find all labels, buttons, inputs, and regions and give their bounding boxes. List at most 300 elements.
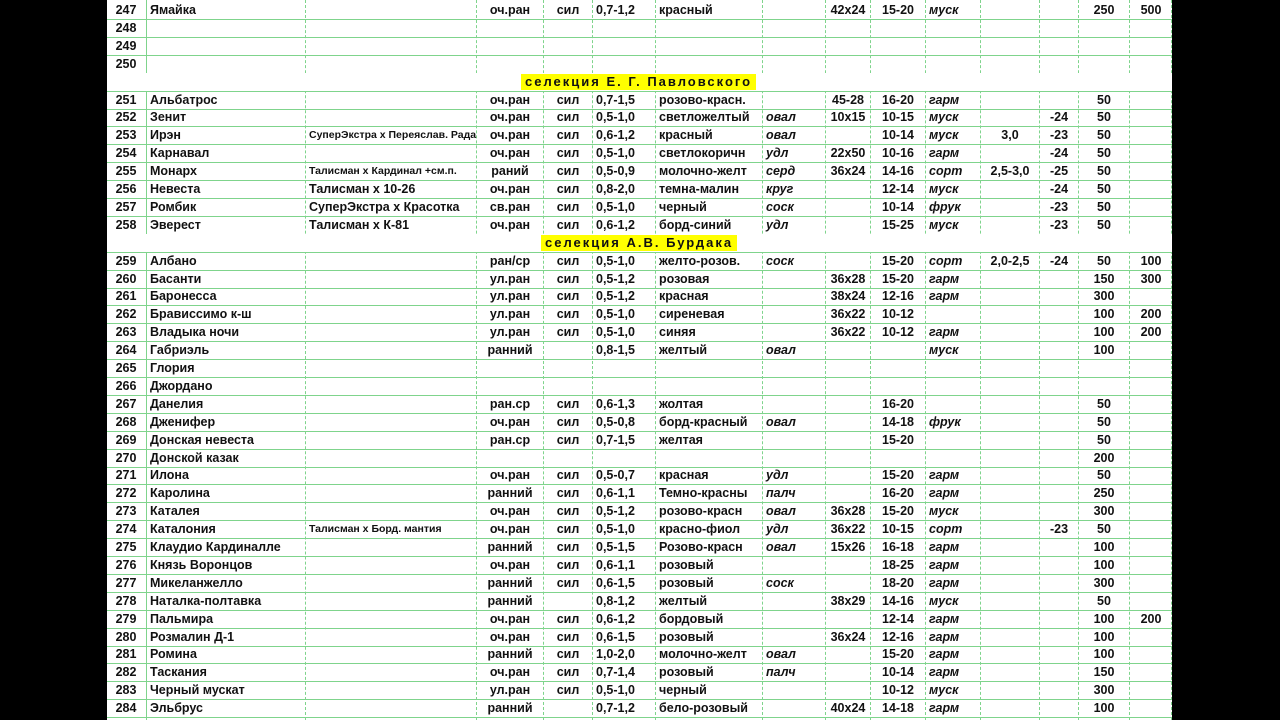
cell-price2[interactable] <box>1130 520 1172 538</box>
cell-shape[interactable]: овал <box>766 540 796 554</box>
cell-frost[interactable] <box>1040 305 1078 323</box>
cell-price2[interactable] <box>1130 484 1172 502</box>
cell-name[interactable]: Розмалин Д-1 <box>150 629 235 644</box>
cell-shape[interactable] <box>763 681 825 699</box>
cell-size[interactable] <box>826 37 870 55</box>
cell-price1[interactable]: 50 <box>1097 217 1111 232</box>
cell-origin[interactable] <box>306 449 476 467</box>
cell-price2[interactable] <box>1130 198 1172 216</box>
cell-size[interactable] <box>826 19 870 37</box>
cell-frost[interactable] <box>1040 502 1078 520</box>
cell-color[interactable]: желто-розов. <box>659 253 741 268</box>
cell-taste[interactable]: муск <box>929 593 959 608</box>
cell-taste[interactable]: гарм <box>929 629 960 644</box>
cell-price1[interactable]: 50 <box>1097 432 1111 447</box>
cell-days[interactable] <box>871 19 925 37</box>
cell-days[interactable] <box>871 37 925 55</box>
cell-price1[interactable]: 50 <box>1097 146 1111 161</box>
cell-origin[interactable] <box>306 663 476 681</box>
cell-origin[interactable] <box>306 37 476 55</box>
cell-days[interactable]: 10-14 <box>882 199 914 214</box>
cell-color[interactable]: красный <box>659 128 713 143</box>
cell-frost[interactable] <box>1040 287 1078 305</box>
cell-weight[interactable]: 0,8-2,0 <box>596 182 635 196</box>
cell-vigor[interactable]: сил <box>556 110 580 125</box>
cell-shape[interactable] <box>763 287 825 305</box>
cell-taste[interactable] <box>926 377 980 395</box>
cell-name[interactable]: Ямайка <box>150 3 196 17</box>
cell-sugar[interactable] <box>981 144 1039 162</box>
cell-price1[interactable] <box>1079 377 1129 395</box>
cell-size[interactable] <box>826 216 870 234</box>
cell-price1[interactable]: 50 <box>1097 164 1111 179</box>
cell-shape[interactable] <box>763 1 825 19</box>
cell-price1[interactable]: 100 <box>1093 307 1115 322</box>
cell-days[interactable] <box>871 449 925 467</box>
cell-sugar[interactable] <box>981 108 1039 126</box>
cell-taste[interactable] <box>926 395 980 413</box>
cell-weight[interactable]: 0,5-1,0 <box>596 325 635 340</box>
cell-sugar[interactable] <box>981 359 1039 377</box>
cell-vigor[interactable] <box>544 592 592 610</box>
cell-price2[interactable] <box>1130 395 1172 413</box>
cell-taste[interactable]: муск <box>929 182 959 196</box>
cell-days[interactable]: 15-25 <box>882 217 914 232</box>
cell-ripen[interactable]: оч.ран <box>489 611 531 626</box>
cell-frost[interactable] <box>1040 341 1078 359</box>
cell-name[interactable]: Ромина <box>150 647 197 662</box>
cell-color[interactable]: красный <box>659 3 713 17</box>
cell-no[interactable]: 280 <box>115 629 137 644</box>
cell-sugar[interactable] <box>981 574 1039 592</box>
cell-days[interactable]: 15-20 <box>882 3 914 17</box>
cell-sugar[interactable] <box>981 699 1039 717</box>
cell-sugar[interactable] <box>981 55 1039 73</box>
cell-vigor[interactable] <box>544 359 592 377</box>
cell-ripen[interactable]: оч.ран <box>489 146 531 161</box>
cell-frost[interactable] <box>1040 592 1078 610</box>
cell-size[interactable] <box>826 484 870 502</box>
cell-ripen[interactable]: ул.ран <box>489 307 531 322</box>
cell-frost[interactable] <box>1040 681 1078 699</box>
cell-origin[interactable] <box>306 592 476 610</box>
cell-size[interactable]: 36x28 <box>830 271 866 286</box>
cell-ripen[interactable]: ран.ср <box>489 432 531 447</box>
cell-taste[interactable]: гарм <box>929 540 960 554</box>
cell-ripen[interactable]: оч.ран <box>489 3 531 17</box>
cell-price2[interactable] <box>1130 341 1172 359</box>
cell-weight[interactable]: 0,6-1,1 <box>596 486 635 501</box>
cell-weight[interactable] <box>593 359 655 377</box>
cell-size[interactable]: 38x29 <box>830 593 866 608</box>
cell-origin[interactable] <box>306 108 476 126</box>
cell-origin[interactable] <box>306 144 476 162</box>
cell-price1[interactable]: 50 <box>1097 128 1111 143</box>
cell-size[interactable] <box>826 341 870 359</box>
cell-color[interactable]: розовый <box>659 557 714 572</box>
cell-origin[interactable] <box>306 377 476 395</box>
cell-taste[interactable]: фрук <box>929 199 961 214</box>
cell-color[interactable]: бело-розовый <box>659 701 748 716</box>
cell-days[interactable] <box>871 359 925 377</box>
cell-color[interactable]: розовый <box>659 665 714 680</box>
cell-origin[interactable] <box>306 556 476 574</box>
cell-size[interactable] <box>826 681 870 699</box>
cell-price1[interactable]: 100 <box>1093 557 1115 572</box>
cell-frost[interactable] <box>1040 1 1078 19</box>
cell-price1[interactable]: 50 <box>1097 92 1111 107</box>
cell-size[interactable]: 36x22 <box>830 325 866 340</box>
cell-no[interactable]: 255 <box>115 164 137 179</box>
cell-shape[interactable] <box>763 55 825 73</box>
cell-frost[interactable] <box>1040 628 1078 646</box>
cell-size[interactable]: 22x50 <box>830 146 866 161</box>
cell-price2[interactable] <box>1130 592 1172 610</box>
cell-shape[interactable] <box>763 556 825 574</box>
cell-price1[interactable]: 100 <box>1093 629 1115 644</box>
cell-shape[interactable] <box>763 628 825 646</box>
cell-price1[interactable]: 50 <box>1097 468 1111 483</box>
cell-ripen[interactable]: ул.ран <box>489 271 531 286</box>
cell-weight[interactable]: 0,7-1,5 <box>596 432 635 447</box>
cell-vigor[interactable]: сил <box>556 325 580 340</box>
cell-no[interactable]: 265 <box>115 361 137 375</box>
cell-no[interactable]: 261 <box>115 289 137 304</box>
cell-color[interactable]: синяя <box>659 325 696 340</box>
cell-vigor[interactable]: сил <box>556 307 580 322</box>
cell-ripen[interactable]: св.ран <box>489 199 531 214</box>
cell-shape[interactable] <box>763 270 825 288</box>
cell-origin[interactable] <box>306 341 476 359</box>
cell-color[interactable] <box>656 377 762 395</box>
cell-color[interactable]: розовая <box>659 271 710 286</box>
cell-vigor[interactable]: сил <box>556 128 580 143</box>
cell-weight[interactable]: 0,6-1,2 <box>596 611 635 626</box>
cell-size[interactable]: 38x24 <box>830 289 866 304</box>
cell-taste[interactable]: муск <box>929 217 959 232</box>
cell-price2[interactable] <box>1130 466 1172 484</box>
cell-size[interactable] <box>826 377 870 395</box>
cell-price2[interactable] <box>1130 699 1172 717</box>
cell-no[interactable]: 256 <box>115 182 137 196</box>
cell-origin[interactable] <box>306 305 476 323</box>
cell-taste[interactable]: муск <box>929 128 959 143</box>
cell-name[interactable]: Эльбрус <box>150 701 203 716</box>
cell-taste[interactable]: муск <box>929 504 959 519</box>
cell-days[interactable]: 10-12 <box>882 325 914 340</box>
cell-sugar[interactable] <box>981 413 1039 431</box>
cell-taste[interactable]: фрук <box>929 414 961 429</box>
cell-color[interactable]: бордовый <box>659 611 724 626</box>
cell-vigor[interactable]: сил <box>556 199 580 214</box>
cell-sugar[interactable] <box>981 216 1039 234</box>
cell-name[interactable]: Наталка-полтавка <box>150 593 262 608</box>
cell-taste[interactable] <box>926 449 980 467</box>
cell-color[interactable]: борд-синий <box>659 217 732 232</box>
cell-vigor[interactable]: сил <box>556 468 580 483</box>
cell-price2[interactable] <box>1130 413 1172 431</box>
cell-size[interactable]: 15x26 <box>830 540 866 554</box>
cell-price1[interactable]: 100 <box>1093 343 1115 358</box>
cell-size[interactable]: 36x22 <box>830 307 866 322</box>
cell-size[interactable] <box>826 180 870 198</box>
cell-no[interactable]: 249 <box>115 38 137 53</box>
cell-name[interactable]: Эверест <box>150 217 201 232</box>
cell-ripen[interactable]: оч.ран <box>489 217 531 232</box>
cell-taste[interactable]: гарм <box>929 575 960 590</box>
cell-size[interactable]: 40x24 <box>830 701 866 716</box>
cell-price1[interactable]: 300 <box>1093 683 1115 698</box>
cell-origin[interactable] <box>306 395 476 413</box>
cell-weight[interactable]: 0,5-0,9 <box>596 164 635 179</box>
cell-name[interactable]: Карнавал <box>150 146 210 161</box>
cell-ripen[interactable] <box>477 55 543 73</box>
cell-name[interactable]: Баронесса <box>150 289 217 304</box>
cell-days[interactable]: 15-20 <box>882 271 914 286</box>
cell-origin[interactable] <box>306 19 476 37</box>
cell-shape[interactable] <box>763 19 825 37</box>
cell-taste[interactable]: сорт <box>929 164 963 179</box>
cell-frost[interactable] <box>1040 484 1078 502</box>
cell-no[interactable]: 269 <box>115 432 137 447</box>
cell-frost[interactable] <box>1040 538 1078 556</box>
cell-frost[interactable] <box>1040 377 1078 395</box>
cell-vigor[interactable] <box>544 19 592 37</box>
cell-price2[interactable] <box>1130 663 1172 681</box>
cell-no[interactable]: 273 <box>115 504 137 519</box>
cell-color[interactable]: желтый <box>659 593 708 608</box>
cell-size[interactable] <box>826 395 870 413</box>
cell-days[interactable]: 15-20 <box>882 253 914 268</box>
cell-taste[interactable] <box>926 37 980 55</box>
cell-ripen[interactable]: ран/ср <box>489 253 531 268</box>
cell-frost[interactable] <box>1040 37 1078 55</box>
cell-shape[interactable]: палч <box>766 665 796 680</box>
cell-price2[interactable] <box>1130 645 1172 663</box>
cell-weight[interactable]: 0,5-1,2 <box>596 504 635 519</box>
cell-origin[interactable] <box>306 55 476 73</box>
cell-shape[interactable] <box>763 449 825 467</box>
cell-size[interactable] <box>826 663 870 681</box>
cell-sugar[interactable] <box>981 466 1039 484</box>
cell-frost[interactable] <box>1040 610 1078 628</box>
cell-no[interactable]: 278 <box>115 593 137 608</box>
cell-sugar[interactable] <box>981 502 1039 520</box>
cell-vigor[interactable]: сил <box>556 486 580 501</box>
cell-sugar[interactable] <box>981 628 1039 646</box>
cell-color[interactable]: светлокоричн <box>659 146 746 161</box>
cell-color[interactable]: красно-фиол <box>659 522 741 537</box>
cell-days[interactable]: 10-12 <box>882 307 914 322</box>
cell-no[interactable]: 266 <box>115 378 137 393</box>
cell-color[interactable]: желтая <box>659 432 703 447</box>
cell-color[interactable]: розово-красн <box>659 504 743 519</box>
cell-name[interactable] <box>147 19 305 37</box>
cell-no[interactable]: 271 <box>115 468 137 483</box>
cell-color[interactable]: борд-красный <box>659 414 748 429</box>
cell-shape[interactable]: соск <box>766 253 794 268</box>
cell-frost[interactable]: -24 <box>1049 110 1069 125</box>
cell-no[interactable]: 267 <box>115 396 137 411</box>
cell-no[interactable]: 282 <box>115 665 137 680</box>
cell-price1[interactable]: 100 <box>1093 325 1115 340</box>
cell-no[interactable]: 247 <box>115 3 137 17</box>
cell-origin[interactable] <box>306 502 476 520</box>
cell-color[interactable]: сиреневая <box>659 307 725 322</box>
cell-shape[interactable]: круг <box>766 182 794 196</box>
cell-size[interactable] <box>826 252 870 270</box>
cell-vigor[interactable]: сил <box>556 540 580 554</box>
cell-shape[interactable] <box>763 699 825 717</box>
cell-size[interactable] <box>826 610 870 628</box>
cell-ripen[interactable]: ранний <box>487 701 533 716</box>
cell-vigor[interactable]: сил <box>556 647 580 662</box>
cell-name[interactable]: Монарх <box>150 164 197 179</box>
cell-price2[interactable] <box>1130 19 1172 37</box>
cell-origin[interactable] <box>306 681 476 699</box>
cell-ripen[interactable]: раний <box>491 164 529 179</box>
cell-no[interactable]: 253 <box>115 128 137 143</box>
cell-price2[interactable] <box>1130 180 1172 198</box>
cell-ripen[interactable]: оч.ран <box>489 414 531 429</box>
cell-vigor[interactable]: сил <box>556 665 580 680</box>
cell-frost[interactable] <box>1040 91 1078 109</box>
cell-sugar[interactable] <box>981 520 1039 538</box>
cell-price1[interactable]: 250 <box>1093 3 1115 17</box>
cell-size[interactable] <box>826 574 870 592</box>
cell-no[interactable]: 248 <box>115 20 137 35</box>
cell-name[interactable]: Албано <box>150 253 197 268</box>
cell-frost[interactable] <box>1040 431 1078 449</box>
cell-taste[interactable] <box>926 359 980 377</box>
cell-name[interactable]: Ирэн <box>150 128 181 143</box>
cell-size[interactable]: 42x24 <box>830 3 866 17</box>
cell-size[interactable] <box>826 449 870 467</box>
cell-name[interactable]: Дженифер <box>150 414 216 429</box>
cell-vigor[interactable]: сил <box>556 522 580 537</box>
cell-no[interactable]: 263 <box>115 325 137 340</box>
cell-frost[interactable] <box>1040 359 1078 377</box>
cell-weight[interactable]: 0,5-1,0 <box>596 146 635 161</box>
cell-shape[interactable]: овал <box>766 647 796 662</box>
cell-weight[interactable]: 0,8-1,2 <box>596 593 635 608</box>
cell-price2[interactable] <box>1130 162 1172 180</box>
cell-sugar[interactable] <box>981 323 1039 341</box>
cell-price1[interactable]: 50 <box>1097 414 1111 429</box>
cell-weight[interactable]: 0,7-1,4 <box>596 665 635 680</box>
cell-frost[interactable]: -24 <box>1049 182 1069 196</box>
cell-price1[interactable]: 50 <box>1097 182 1111 196</box>
cell-weight[interactable]: 0,5-0,7 <box>596 468 635 483</box>
cell-origin[interactable]: СуперЭкстра х Красотка <box>309 199 460 214</box>
cell-ripen[interactable]: ул.ран <box>489 683 531 698</box>
cell-shape[interactable]: овал <box>766 414 796 429</box>
cell-name[interactable]: Князь Воронцов <box>150 557 253 572</box>
cell-no[interactable]: 275 <box>115 540 137 554</box>
cell-vigor[interactable]: сил <box>556 271 580 286</box>
cell-sugar[interactable] <box>981 449 1039 467</box>
cell-name[interactable]: Донской казак <box>150 450 239 465</box>
cell-name[interactable]: Владыка ночи <box>150 325 240 340</box>
cell-name[interactable]: Пальмира <box>150 611 214 626</box>
cell-price2[interactable] <box>1130 108 1172 126</box>
cell-vigor[interactable]: сил <box>556 92 580 107</box>
cell-sugar[interactable] <box>981 538 1039 556</box>
cell-weight[interactable]: 0,5-1,0 <box>596 522 635 537</box>
cell-shape[interactable]: удл <box>766 217 789 232</box>
cell-size[interactable]: 10x15 <box>830 110 866 125</box>
cell-sugar[interactable]: 2,0-2,5 <box>990 253 1030 268</box>
cell-taste[interactable]: гарм <box>929 611 960 626</box>
cell-taste[interactable]: гарм <box>929 146 960 161</box>
cell-shape[interactable] <box>763 91 825 109</box>
cell-ripen[interactable] <box>477 377 543 395</box>
cell-origin[interactable] <box>306 484 476 502</box>
cell-name[interactable] <box>147 55 305 73</box>
cell-taste[interactable] <box>926 305 980 323</box>
cell-frost[interactable]: -23 <box>1049 128 1069 143</box>
cell-price1[interactable]: 100 <box>1093 647 1115 662</box>
cell-size[interactable] <box>826 55 870 73</box>
cell-frost[interactable] <box>1040 19 1078 37</box>
cell-taste[interactable]: муск <box>929 343 959 358</box>
cell-color[interactable]: жолтая <box>659 396 704 411</box>
cell-color[interactable]: молочно-желт <box>659 164 747 179</box>
cell-days[interactable]: 16-20 <box>882 486 914 501</box>
cell-name[interactable]: Черный мускат <box>150 683 245 698</box>
cell-ripen[interactable]: оч.ран <box>489 468 531 483</box>
cell-price2[interactable] <box>1130 359 1172 377</box>
cell-no[interactable]: 251 <box>115 92 137 107</box>
cell-price2[interactable]: 200 <box>1140 307 1162 322</box>
cell-vigor[interactable]: сил <box>556 504 580 519</box>
cell-ripen[interactable]: оч.ран <box>489 665 531 680</box>
cell-sugar[interactable] <box>981 592 1039 610</box>
cell-shape[interactable]: удл <box>766 146 789 161</box>
cell-weight[interactable] <box>593 377 655 395</box>
cell-no[interactable]: 252 <box>115 110 137 125</box>
cell-name[interactable]: Каталония <box>150 522 216 537</box>
cell-frost[interactable]: -23 <box>1049 199 1069 214</box>
cell-days[interactable]: 18-25 <box>882 557 914 572</box>
cell-weight[interactable]: 0,6-1,2 <box>596 128 635 143</box>
cell-color[interactable]: розовый <box>659 629 714 644</box>
cell-ripen[interactable] <box>477 19 543 37</box>
cell-sugar[interactable] <box>981 377 1039 395</box>
cell-taste[interactable]: гарм <box>929 271 960 286</box>
cell-shape[interactable]: овал <box>766 110 796 125</box>
cell-ripen[interactable]: оч.ран <box>489 629 531 644</box>
cell-ripen[interactable]: ранний <box>487 647 533 662</box>
cell-ripen[interactable]: оч.ран <box>489 92 531 107</box>
cell-days[interactable]: 15-20 <box>882 504 914 519</box>
cell-color[interactable]: молочно-желт <box>659 647 747 662</box>
cell-frost[interactable] <box>1040 413 1078 431</box>
cell-vigor[interactable]: сил <box>556 217 580 232</box>
cell-color[interactable]: Розово-красн <box>659 540 743 554</box>
cell-size[interactable] <box>826 198 870 216</box>
cell-price1[interactable]: 250 <box>1093 486 1115 501</box>
cell-no[interactable]: 274 <box>115 522 137 537</box>
cell-ripen[interactable]: оч.ран <box>489 522 531 537</box>
cell-price1[interactable]: 150 <box>1093 665 1115 680</box>
cell-name[interactable]: Невеста <box>150 182 201 196</box>
cell-origin[interactable] <box>306 1 476 19</box>
cell-frost[interactable]: -24 <box>1049 253 1069 268</box>
cell-color[interactable] <box>656 37 762 55</box>
cell-ripen[interactable]: оч.ран <box>489 504 531 519</box>
cell-price2[interactable] <box>1130 628 1172 646</box>
